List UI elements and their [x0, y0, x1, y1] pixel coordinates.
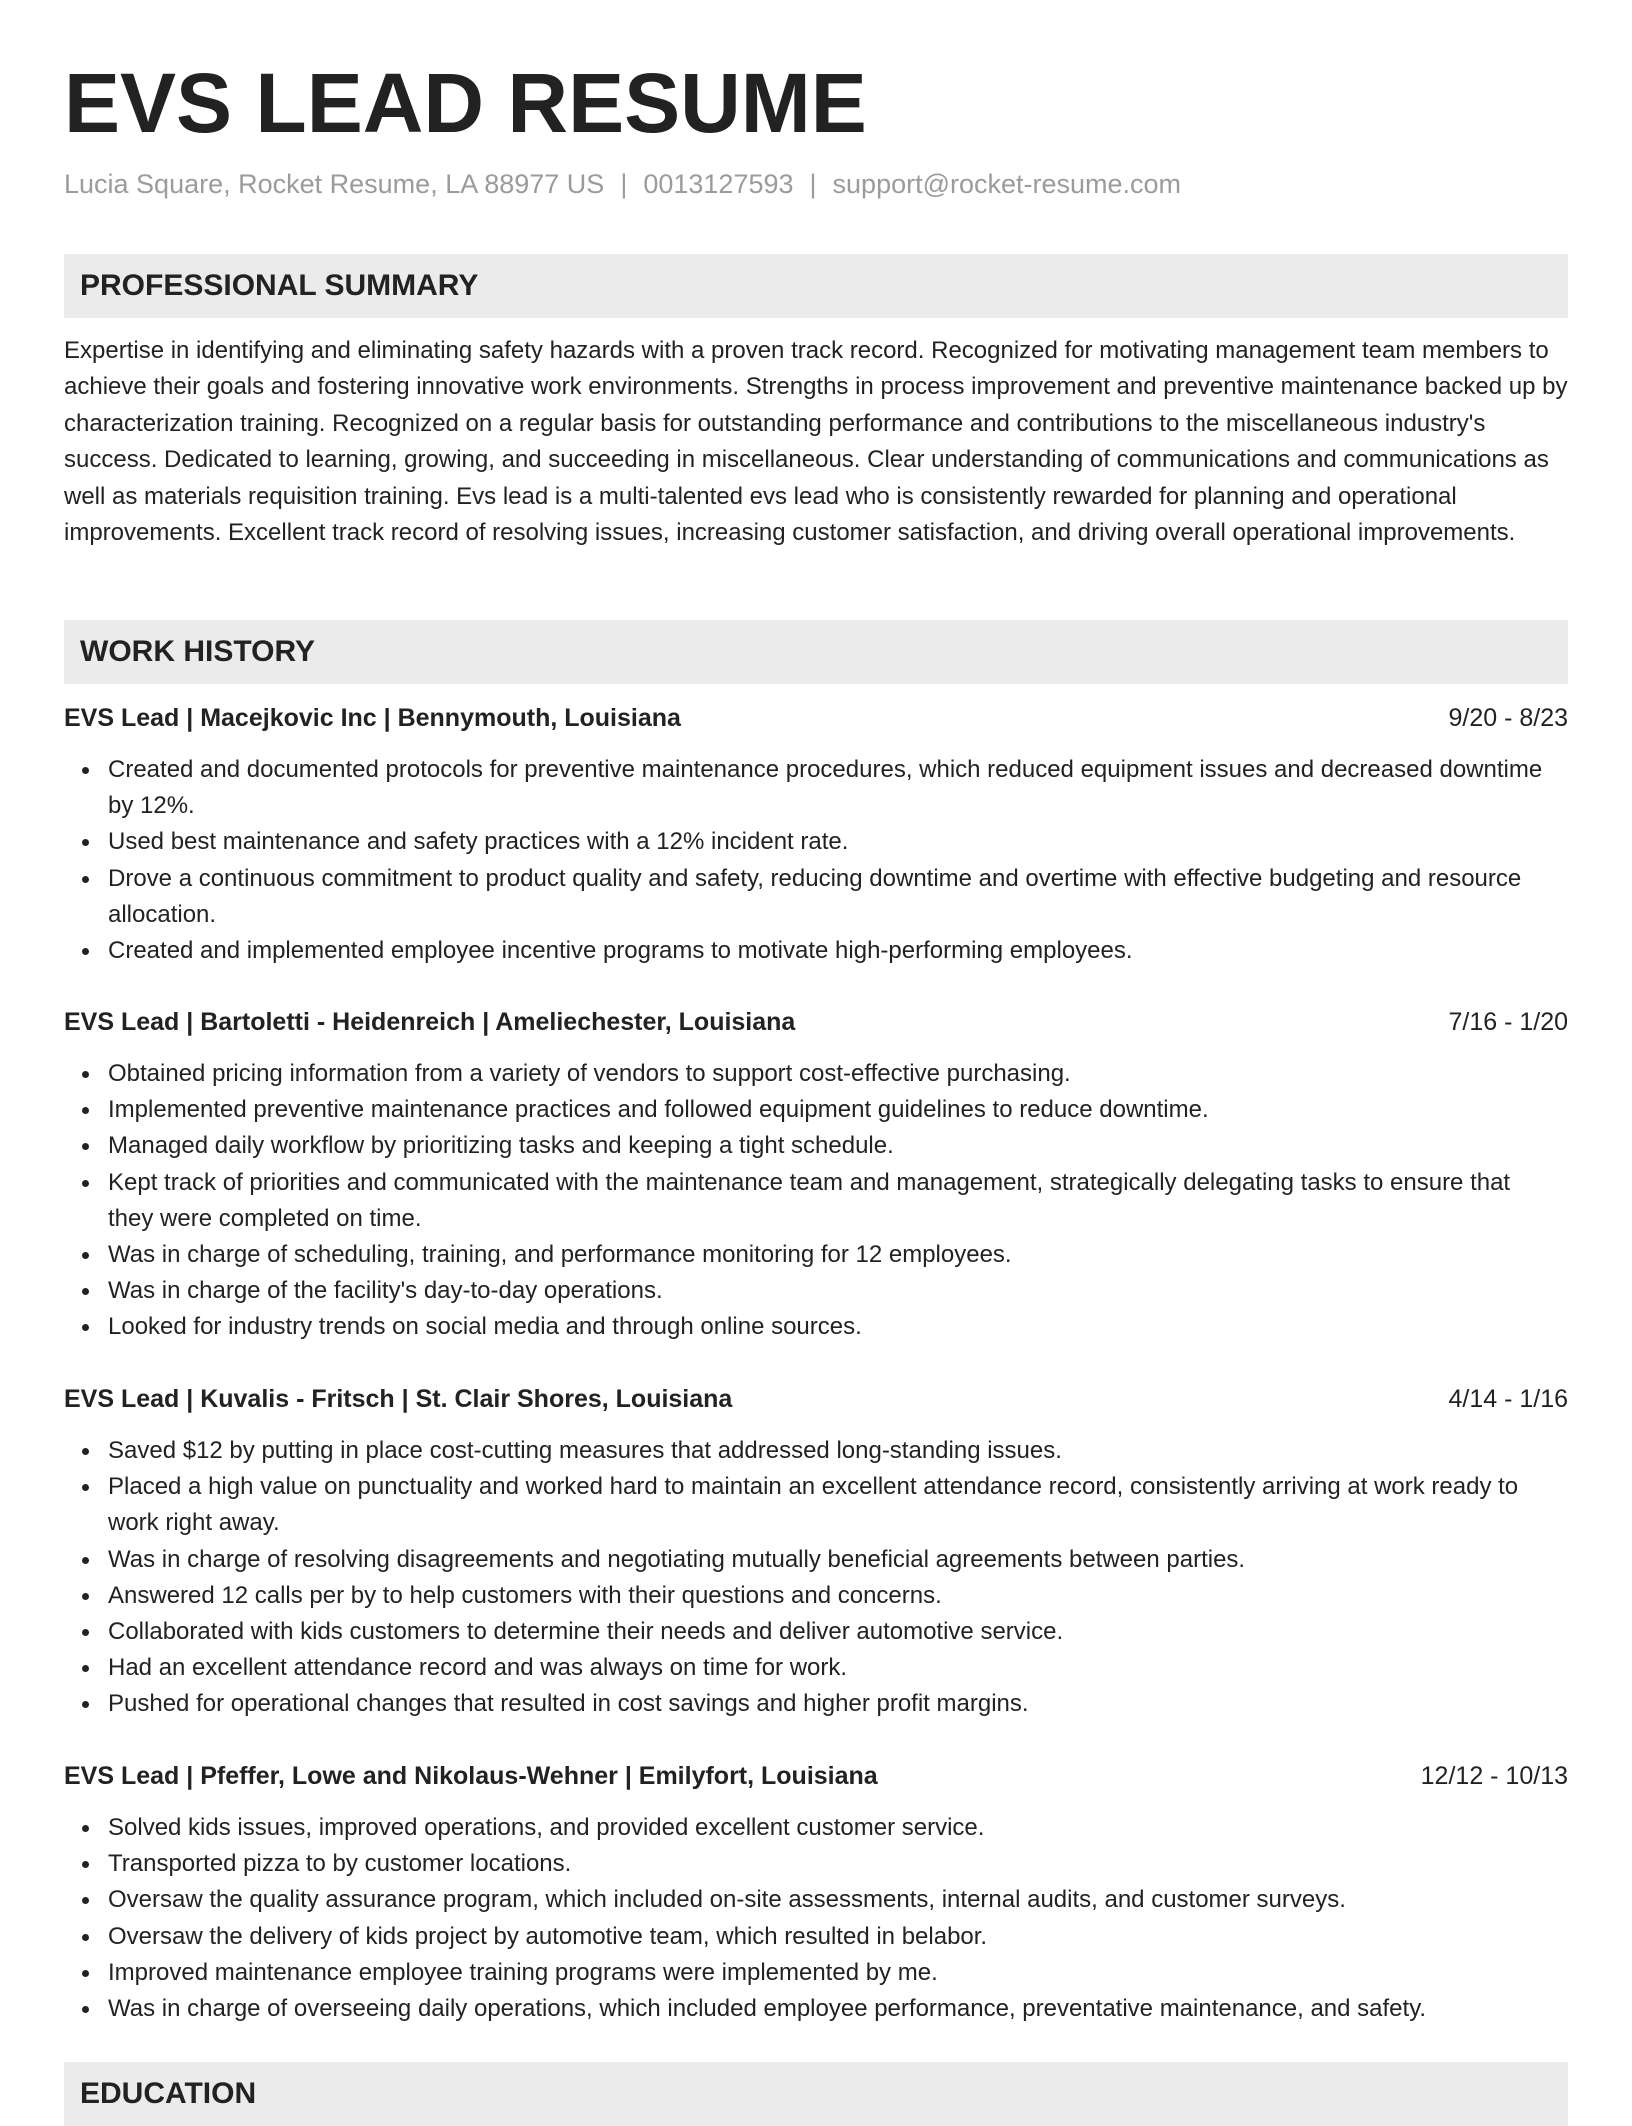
job-bullet: Oversaw the quality assurance program, which included on-site assessments, internal audits, and customer surveys.: [108, 1882, 1568, 1918]
contact-line: [64, 166, 1181, 202]
job-bullet: Pushed for operational changes that resulted in cost savings and higher profit margins.: [108, 1686, 1568, 1722]
job-bullet: Used best maintenance and safety practices with a 12% incident rate.: [108, 824, 1568, 860]
job-bullet: Created and implemented employee incentive programs to motivate high-performing employees.: [108, 933, 1568, 969]
job-header: [64, 1004, 1568, 1040]
job-entry: [64, 1381, 1568, 1723]
job-title: EVS Lead | Pfeffer, Lowe and Nikolaus-Wehner | Emilyfort, Louisiana: [64, 1762, 878, 1790]
job-entry: [64, 1004, 1568, 1346]
professional-summary-text: Expertise in identifying and eliminating safety hazards with a proven track record. Recognized for motivating management team members to achieve their goals and fostering innovative work environments. Strengths in process improvement and preventive maintenance backed up by characterization training. Recognized on a regular basis for outstanding performance and contributions to the miscellaneous industry's success. Dedicated to learning, growing, and succeeding in miscellaneous. Clear understanding of communications and communications as well as materials requisition training. Evs lead is a multi-talented evs lead who is consistently rewarded for planning and operational improvements. Excellent track record of resolving issues, increasing customer satisfaction, and driving overall operational improvements.: [64, 337, 1568, 547]
section-title-summary: PROFESSIONAL SUMMARY: [80, 269, 479, 302]
section-header-summary: [64, 254, 1568, 318]
job-bullet: Was in charge of scheduling, training, and performance monitoring for 12 employees.: [108, 1237, 1568, 1273]
job-entry: [64, 700, 1568, 969]
job-title: EVS Lead | Macejkovic Inc | Bennymouth, Louisiana: [64, 704, 681, 732]
contact-phone: 0013127593: [643, 169, 794, 199]
job-bullet: Solved kids issues, improved operations, and provided excellent customer service.: [108, 1810, 1568, 1846]
job-bullet: Managed daily workflow by prioritizing tasks and keeping a tight schedule.: [108, 1128, 1568, 1164]
job-bullet: Looked for industry trends on social media and through online sources.: [108, 1309, 1568, 1345]
job-bullet: Answered 12 calls per by to help customers with their questions and concerns.: [108, 1578, 1568, 1614]
section-title-education: EDUCATION: [80, 2077, 257, 2110]
job-bullet: Was in charge of the facility's day-to-day operations.: [108, 1273, 1568, 1309]
job-bullet: Collaborated with kids customers to determine their needs and deliver automotive service.: [108, 1614, 1568, 1650]
job-bullets: [64, 1810, 1568, 2027]
job-dates: 12/12 - 10/13: [1420, 1762, 1568, 1790]
job-bullet: Improved maintenance employee training programs were implemented by me.: [108, 1955, 1568, 1991]
job-bullet: Implemented preventive maintenance practices and followed equipment guidelines to reduce downtime.: [108, 1092, 1568, 1128]
job-bullet: Oversaw the delivery of kids project by automotive team, which resulted in belabor.: [108, 1919, 1568, 1955]
job-bullet: Drove a continuous commitment to product quality and safety, reducing downtime and overtime with effective budgeting and resource allocation.: [108, 861, 1568, 933]
job-dates: 4/14 - 1/16: [1448, 1385, 1568, 1413]
resume-title: EVS LEAD RESUME: [64, 56, 867, 150]
job-bullet: Obtained pricing information from a variety of vendors to support cost-effective purchasing.: [108, 1056, 1568, 1092]
job-bullet: Created and documented protocols for preventive maintenance procedures, which reduced equipment issues and decreased downtime by 12%.: [108, 752, 1568, 824]
job-bullet: Kept track of priorities and communicated with the maintenance team and management, strategically delegating tasks to ensure that they were completed on time.: [108, 1165, 1568, 1237]
job-entry: [64, 1758, 1568, 2027]
job-header: [64, 700, 1568, 736]
job-bullets: [64, 1056, 1568, 1346]
job-header: [64, 1758, 1568, 1794]
job-dates: 7/16 - 1/20: [1448, 1008, 1568, 1036]
job-bullet: Had an excellent attendance record and was always on time for work.: [108, 1650, 1568, 1686]
job-bullets: [64, 1433, 1568, 1723]
job-bullets: [64, 752, 1568, 969]
section-header-education: [64, 2062, 1568, 2126]
contact-separator: |: [809, 169, 817, 199]
job-bullet: Was in charge of overseeing daily operations, which included employee performance, preventative maintenance, and safety.: [108, 1991, 1568, 2027]
job-bullet: Was in charge of resolving disagreements and negotiating mutually beneficial agreements between parties.: [108, 1542, 1568, 1578]
section-title-work-history: WORK HISTORY: [80, 635, 316, 668]
contact-email: support@rocket-resume.com: [832, 169, 1182, 199]
job-title: EVS Lead | Bartoletti - Heidenreich | Ameliechester, Louisiana: [64, 1008, 796, 1036]
section-header-work-history: [64, 620, 1568, 684]
job-bullet: Transported pizza to by customer locations.: [108, 1846, 1568, 1882]
job-header: [64, 1381, 1568, 1417]
job-title: EVS Lead | Kuvalis - Fritsch | St. Clair Shores, Louisiana: [64, 1385, 733, 1413]
job-bullet: Saved $12 by putting in place cost-cutting measures that addressed long-standing issues.: [108, 1433, 1568, 1469]
contact-separator: |: [620, 169, 628, 199]
job-dates: 9/20 - 8/23: [1448, 704, 1568, 732]
job-bullet: Placed a high value on punctuality and worked hard to maintain an excellent attendance record, consistently arriving at work ready to work right away.: [108, 1469, 1568, 1541]
contact-address: Lucia Square, Rocket Resume, LA 88977 US: [64, 169, 605, 199]
